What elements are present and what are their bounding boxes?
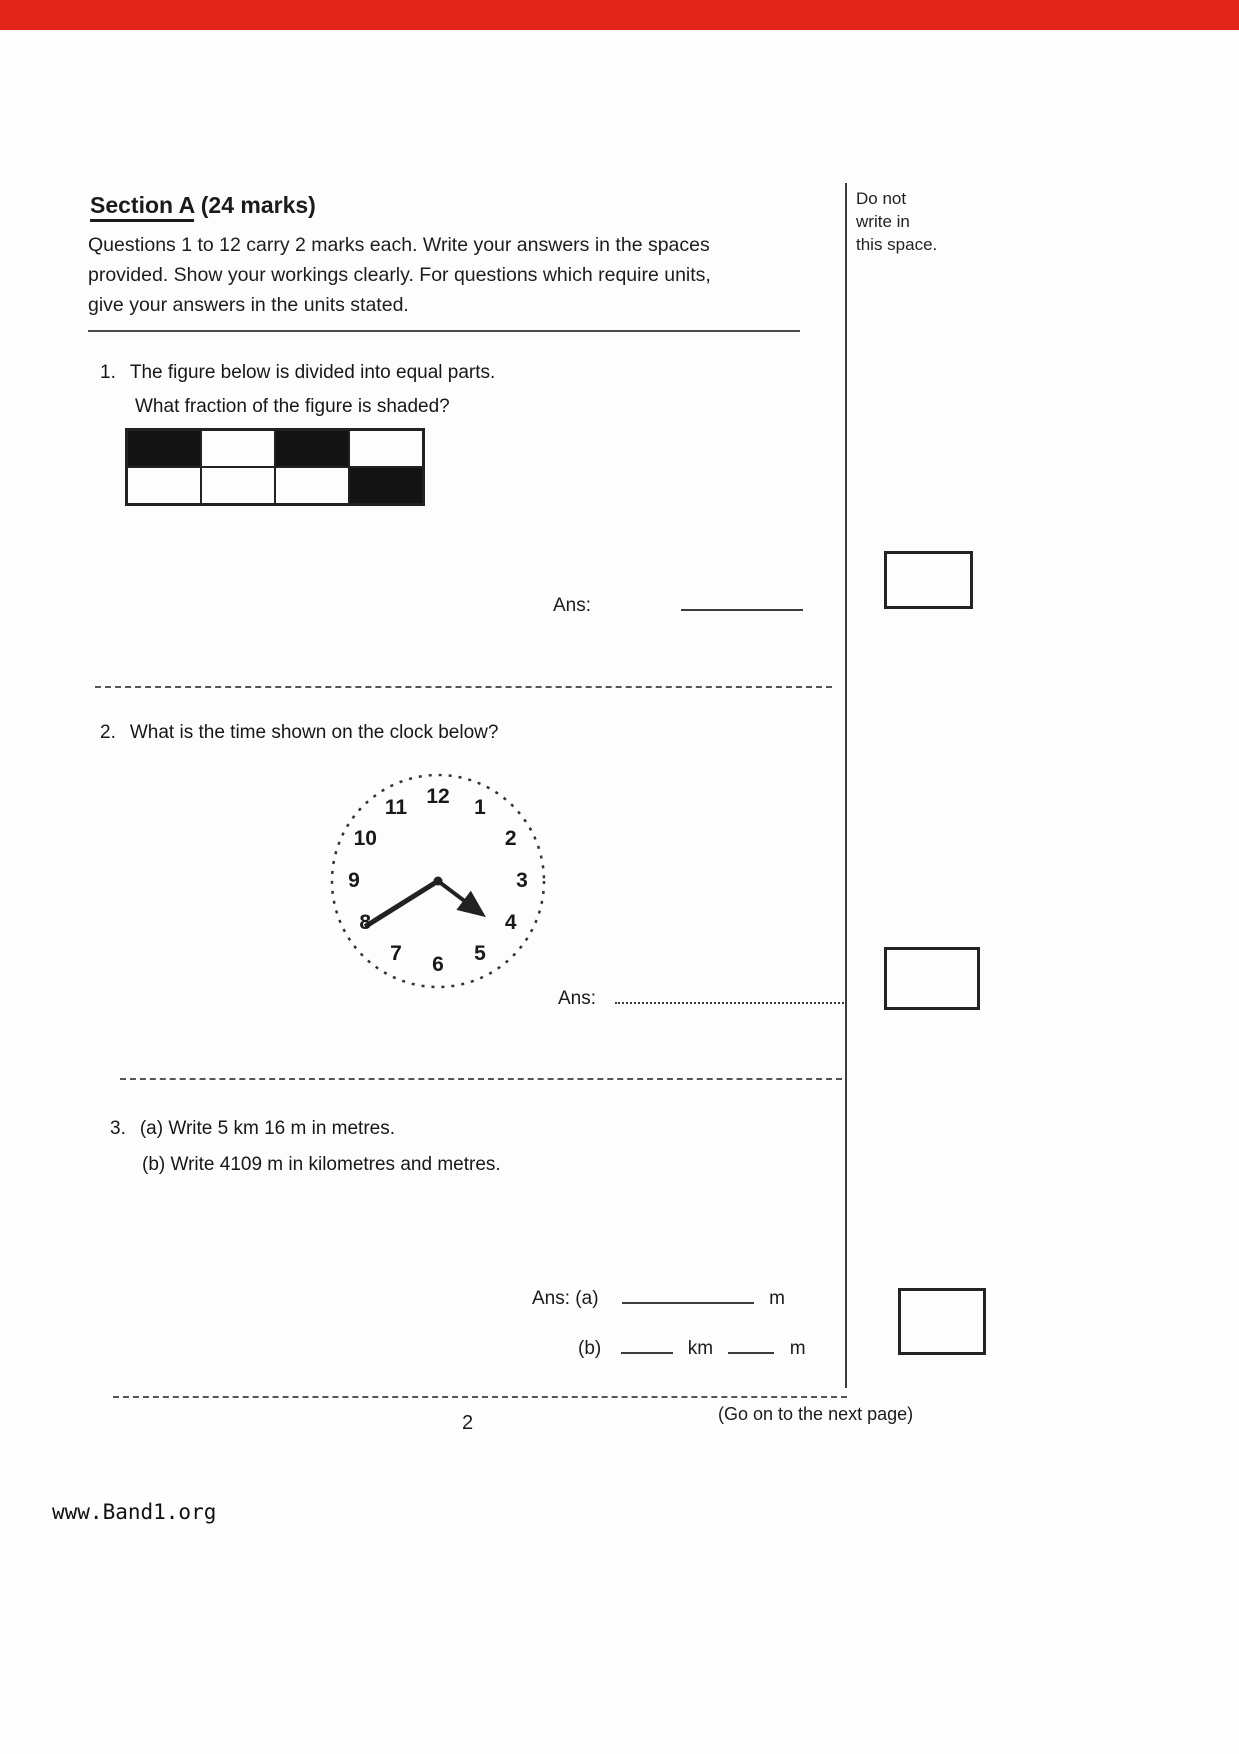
question-separator	[120, 1078, 842, 1080]
question-1-text: The figure below is divided into equal parts.	[129, 362, 496, 383]
clock-number: 1	[474, 796, 486, 820]
answer-blank	[615, 988, 847, 1004]
question-2-number: 2.	[100, 722, 116, 743]
marks-box-q2	[884, 947, 980, 1010]
question-3a-answer-row	[532, 1288, 785, 1310]
section-heading	[90, 192, 316, 219]
clock-number: 10	[353, 827, 377, 850]
answer-label: (b)	[578, 1338, 602, 1359]
instruction-line: Questions 1 to 12 carry 2 marks each. Write your answers in the spaces	[88, 234, 710, 256]
shaded-cell	[127, 430, 201, 467]
clock-number: 9	[348, 869, 360, 892]
shaded-cell	[349, 467, 423, 504]
header-rule	[88, 330, 800, 332]
bottom-separator	[113, 1396, 847, 1398]
question-1	[100, 362, 495, 418]
margin-note-line: this space.	[856, 234, 938, 254]
next-page-note: (Go on to the next page)	[718, 1404, 914, 1424]
unshaded-cell	[127, 467, 201, 504]
clock-number: 6	[432, 953, 444, 976]
unshaded-cell	[275, 467, 349, 504]
fraction-grid	[125, 428, 425, 506]
question-3b-answer-row	[578, 1338, 806, 1360]
question-3-part-a-line	[110, 1118, 501, 1140]
unit-label: km	[687, 1338, 714, 1359]
question-1-answer-row	[553, 595, 803, 617]
answer-blank	[728, 1338, 774, 1354]
clock-number: 5	[474, 941, 486, 965]
question-2-text: What is the time shown on the clock below?	[129, 722, 499, 743]
answer-label: Ans: (a)	[532, 1288, 599, 1309]
section-title-text: Section A	[90, 192, 194, 222]
marks-box-q3	[898, 1288, 986, 1355]
page-number: 2	[462, 1412, 474, 1434]
question-separator	[95, 686, 832, 688]
shaded-cell	[275, 430, 349, 467]
clock-number: 12	[426, 785, 450, 808]
question-1-line-2: What fraction of the figure is shaded?	[135, 396, 450, 417]
clock-number: 2	[504, 827, 517, 850]
question-2-line	[100, 722, 498, 744]
unshaded-cell	[349, 430, 423, 467]
answer-blank	[681, 595, 803, 611]
question-2-answer-row	[558, 988, 847, 1010]
instruction-line: give your answers in the units stated.	[88, 294, 409, 317]
source-watermark: www.Band1.org	[52, 1500, 217, 1524]
marks-box-q1	[884, 551, 973, 609]
clock-numbers	[323, 766, 553, 996]
question-3-part-b: (b) Write 4109 m in kilometres and metres.	[142, 1154, 501, 1175]
margin-note	[856, 188, 976, 257]
margin-note-line: write in	[856, 211, 910, 231]
question-2	[100, 722, 498, 744]
unit-label: m	[789, 1338, 806, 1359]
answer-blank	[622, 1288, 754, 1304]
clock-number: 3	[516, 869, 528, 892]
clock-figure	[323, 766, 553, 996]
margin-note-line: Do not	[856, 189, 907, 208]
clock-number: 11	[384, 796, 408, 820]
clock-number: 7	[390, 941, 402, 965]
question-3-number: 3.	[110, 1118, 126, 1139]
clock-number: 8	[359, 911, 372, 934]
section-instructions	[88, 230, 813, 321]
answer-label: Ans:	[553, 595, 592, 616]
question-1-line-1	[100, 362, 495, 384]
clock-number: 4	[504, 911, 517, 934]
section-marks-text: (24 marks)	[194, 192, 316, 218]
margin-divider-line	[845, 183, 847, 1388]
scan-top-red-bar	[0, 0, 1239, 30]
unit-label: m	[769, 1288, 785, 1309]
answer-blank	[621, 1338, 673, 1354]
unshaded-cell	[201, 467, 275, 504]
unshaded-cell	[201, 430, 275, 467]
question-3	[110, 1118, 501, 1176]
instruction-line: provided. Show your workings clearly. For questions which require units,	[88, 264, 711, 287]
answer-label: Ans:	[558, 988, 597, 1009]
question-3-part-a: (a) Write 5 km 16 m in metres.	[139, 1118, 396, 1139]
question-1-number: 1.	[100, 362, 116, 383]
